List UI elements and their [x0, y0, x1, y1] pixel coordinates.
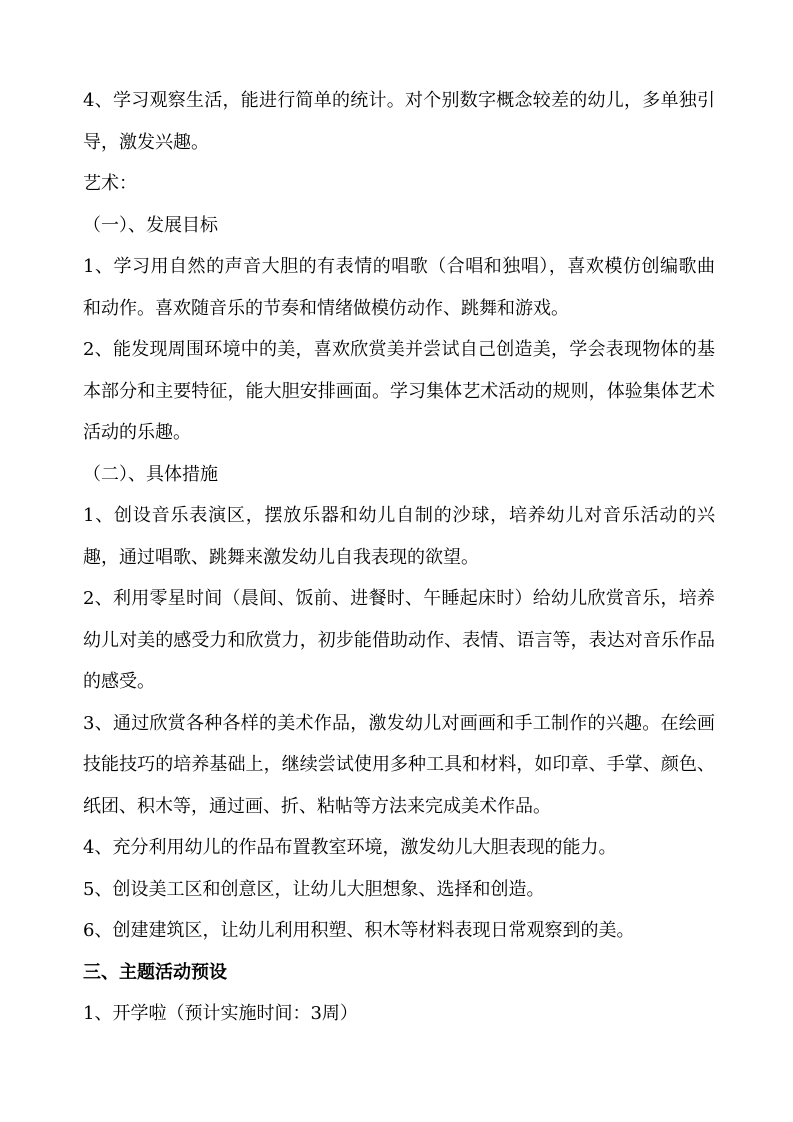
paragraph-measure-2: 2、利用零星时间（晨间、饭前、进餐时、午睡起床时）给幼儿欣赏音乐，培养幼儿对美的感受力和欣赏力，初步能借助动作、表情、语言等，表达对音乐作品的感受。 — [83, 588, 715, 692]
paragraph-math-goal-4: 4、学习观察生活，能进行简单的统计。对个别数字概念较差的幼儿，多单独引导，激发兴趣。 — [83, 90, 715, 153]
paragraph-theme-1: 1、开学啦（预计实施时间：3周） — [83, 1003, 358, 1024]
paragraph-measure-1: 1、创设音乐表演区，摆放乐器和幼儿自制的沙球，培养幼儿对音乐活动的兴趣，通过唱歌、跳舞来激发幼儿自我表现的欲望。 — [83, 505, 715, 568]
section-heading-theme-activities: 三、主题活动预设 — [83, 961, 227, 983]
paragraph-measure-6: 6、创建建筑区，让幼儿利用积塑、积木等材料表现日常观察到的美。 — [83, 920, 635, 941]
subheading-development-goals: （一）、发展目标 — [83, 214, 218, 236]
subheading-specific-measures: （二）、具体措施 — [83, 463, 218, 485]
paragraph-measure-5: 5、创设美工区和创意区，让幼儿大胆想象、选择和创造。 — [83, 878, 545, 900]
paragraph-art-goal-1: 1、学习用自然的声音大胆的有表情的唱歌（合唱和独唱），喜欢模仿创编歌曲和动作。喜欢随音乐的节奏和情绪做模仿动作、跳舞和游戏。 — [83, 256, 715, 319]
paragraph-measure-3: 3、通过欣赏各种各样的美术作品，激发幼儿对画画和手工制作的兴趣。在绘画技能技巧的培养基础上，继续尝试使用多种工具和材料，如印章、手掌、颜色、纸团、积木等，通过画、折、粘帖等方法来完成美术作品。 — [83, 712, 715, 817]
paragraph-art-goal-2: 2、能发现周围环境中的美，喜欢欣赏美并尝试自己创造美，学会表现物体的基本部分和主要特征，能大胆安排画面。学习集体艺术活动的规则，体验集体艺术活动的乐趣。 — [83, 339, 715, 443]
document-body — [83, 80, 715, 1035]
paragraph-measure-4: 4、充分利用幼儿的作品布置教室环境，激发幼儿大胆表现的能力。 — [83, 837, 617, 858]
section-label-art: 艺术： — [83, 173, 137, 194]
